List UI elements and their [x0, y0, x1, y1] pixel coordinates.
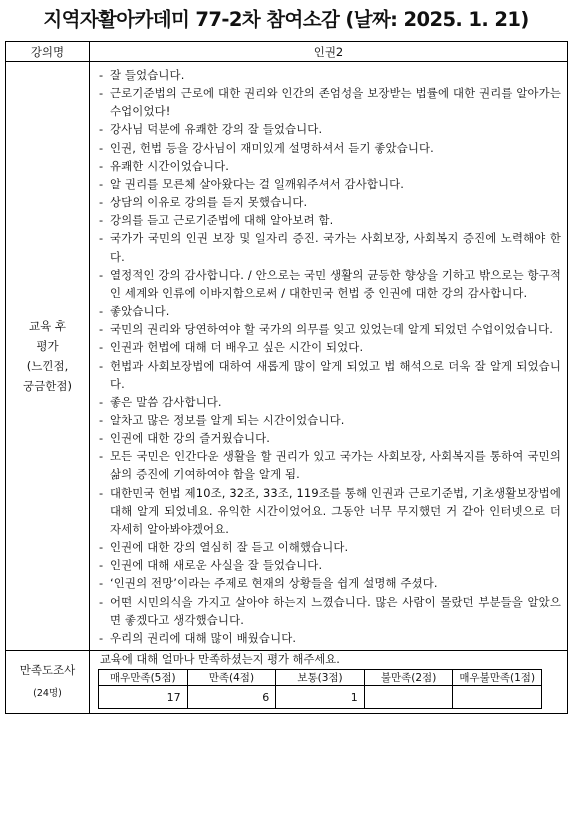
comment-item: - 어떤 시민의식을 가지고 살아야 하는지 느꼈습니다. 많은 사람이 몰랐던 부분들을 알았으면 좋겠다고 생각했습니다.: [94, 593, 561, 629]
comment-item: - 상담의 이유로 강의를 듣지 못했습니다.: [94, 193, 561, 211]
comment-item: - 알차고 많은 정보를 알게 되는 시간이었습니다.: [94, 411, 561, 429]
comment-item: - 우리의 권리에 대해 많이 배웠습니다.: [94, 629, 561, 647]
comment-item: - 인권과 헌법에 대해 더 배우고 싶은 시간이 되었다.: [94, 338, 561, 356]
course-name: 인권2: [90, 42, 568, 62]
evaluation-label-line: 교육 후: [29, 319, 66, 333]
comment-item: - 대한민국 헌법 제10조, 32조, 33조, 119조를 통해 인권과 근로기준법, 기초생활보장법에 대해 알게 되었네요. 유익한 시간이었어요. 그동안 너무 무지했던 거 같아 인터넷으로 더 자세히 알아봐야겠어요.: [94, 484, 561, 538]
evaluation-label-line: 평가: [36, 339, 59, 353]
rating-value: [364, 686, 453, 709]
course-label: 강의명: [6, 42, 90, 62]
rating-table: [98, 669, 542, 709]
comment-item: - 좋은 말씀 감사합니다.: [94, 393, 561, 411]
comment-item: - 인권에 대한 강의 열심히 잘 듣고 이해했습니다.: [94, 538, 561, 556]
evaluation-label: [6, 62, 90, 651]
comment-item: - 좋았습니다.: [94, 302, 561, 320]
document-title: 지역자활아카데미 77-2차 참여소감 (날짜: 2025. 1. 21): [43, 8, 529, 31]
comment-item: - 국민의 권리와 당연하여야 할 국가의 의무를 잊고 있었는데 알게 되었던 수업이었습니다.: [94, 320, 561, 338]
satisfaction-question: 교육에 대해 얼마나 만족하셨는지 평가 해주세요.: [100, 653, 340, 666]
comment-item: - 알 권리를 모른체 살아왔다는 걸 일깨워주셔서 감사합니다.: [94, 175, 561, 193]
comment-item: - 헌법과 사회보장법에 대하여 새롭게 많이 알게 되었고 법 해석으로 더욱 잘 알게 되었습니다.: [94, 357, 561, 393]
respondent-count: (24명): [33, 688, 62, 699]
comment-item: - 유쾌한 시간이었습니다.: [94, 157, 561, 175]
rating-value: 1: [276, 686, 365, 709]
comment-item: - ‘인권의 전망’이라는 주제로 현재의 상황들을 쉽게 설명해 주셨다.: [94, 574, 561, 592]
comments-cell: [90, 62, 568, 651]
comment-item: - 인권, 헌법 등을 강사님이 재미있게 설명하셔서 듣기 좋았습니다.: [94, 139, 561, 157]
comment-item: - 열정적인 강의 감사합니다. / 안으로는 국민 생활의 균등한 향상을 기하고 밖으로는 항구적인 세계와 인류에 이바지함으로써 / 대한민국 헌법 중 인권에 대한 강의 감사합니다.: [94, 266, 561, 302]
rating-value: 17: [99, 686, 188, 709]
rating-header: 보통(3점): [276, 670, 365, 686]
evaluation-table: [5, 41, 568, 714]
comment-list: [94, 66, 561, 647]
rating-header: 매우만족(5점): [99, 670, 188, 686]
evaluation-label-line: (느낀점,: [26, 359, 69, 373]
rating-header: 매우불만족(1점): [453, 670, 542, 686]
evaluation-label-line: 궁금한점): [23, 379, 72, 393]
comment-item: - 강의를 듣고 근로기준법에 대해 알아보려 함.: [94, 211, 561, 229]
rating-value: 6: [187, 686, 276, 709]
comment-item: - 근로기준법의 근로에 대한 권리와 인간의 존엄성을 보장받는 법률에 대한 권리를 알아가는 수업이었다!: [94, 84, 561, 120]
satisfaction-cell: [90, 651, 568, 714]
rating-header: 불만족(2점): [364, 670, 453, 686]
rating-value: [453, 686, 542, 709]
comment-item: - 잘 들었습니다.: [94, 66, 561, 84]
comment-item: - 강사님 덕분에 유쾌한 강의 잘 들었습니다.: [94, 120, 561, 138]
rating-header: 만족(4점): [187, 670, 276, 686]
comment-item: - 인권에 대한 강의 즐거웠습니다.: [94, 429, 561, 447]
comment-item: - 국가가 국민의 인권 보장 및 일자리 증진. 국가는 사회보장, 사회복지 증진에 노력해야 한다.: [94, 229, 561, 265]
satisfaction-label: 만족도조사: [19, 663, 76, 677]
comment-item: - 인권에 대해 새로운 사실을 잘 들었습니다.: [94, 556, 561, 574]
satisfaction-label-cell: [6, 651, 90, 714]
comment-item: - 모든 국민은 인간다운 생활을 할 권리가 있고 국가는 사회보장, 사회복지를 통하여 국민의 삶의 증진에 기여하여야 함을 알게 됨.: [94, 447, 561, 483]
